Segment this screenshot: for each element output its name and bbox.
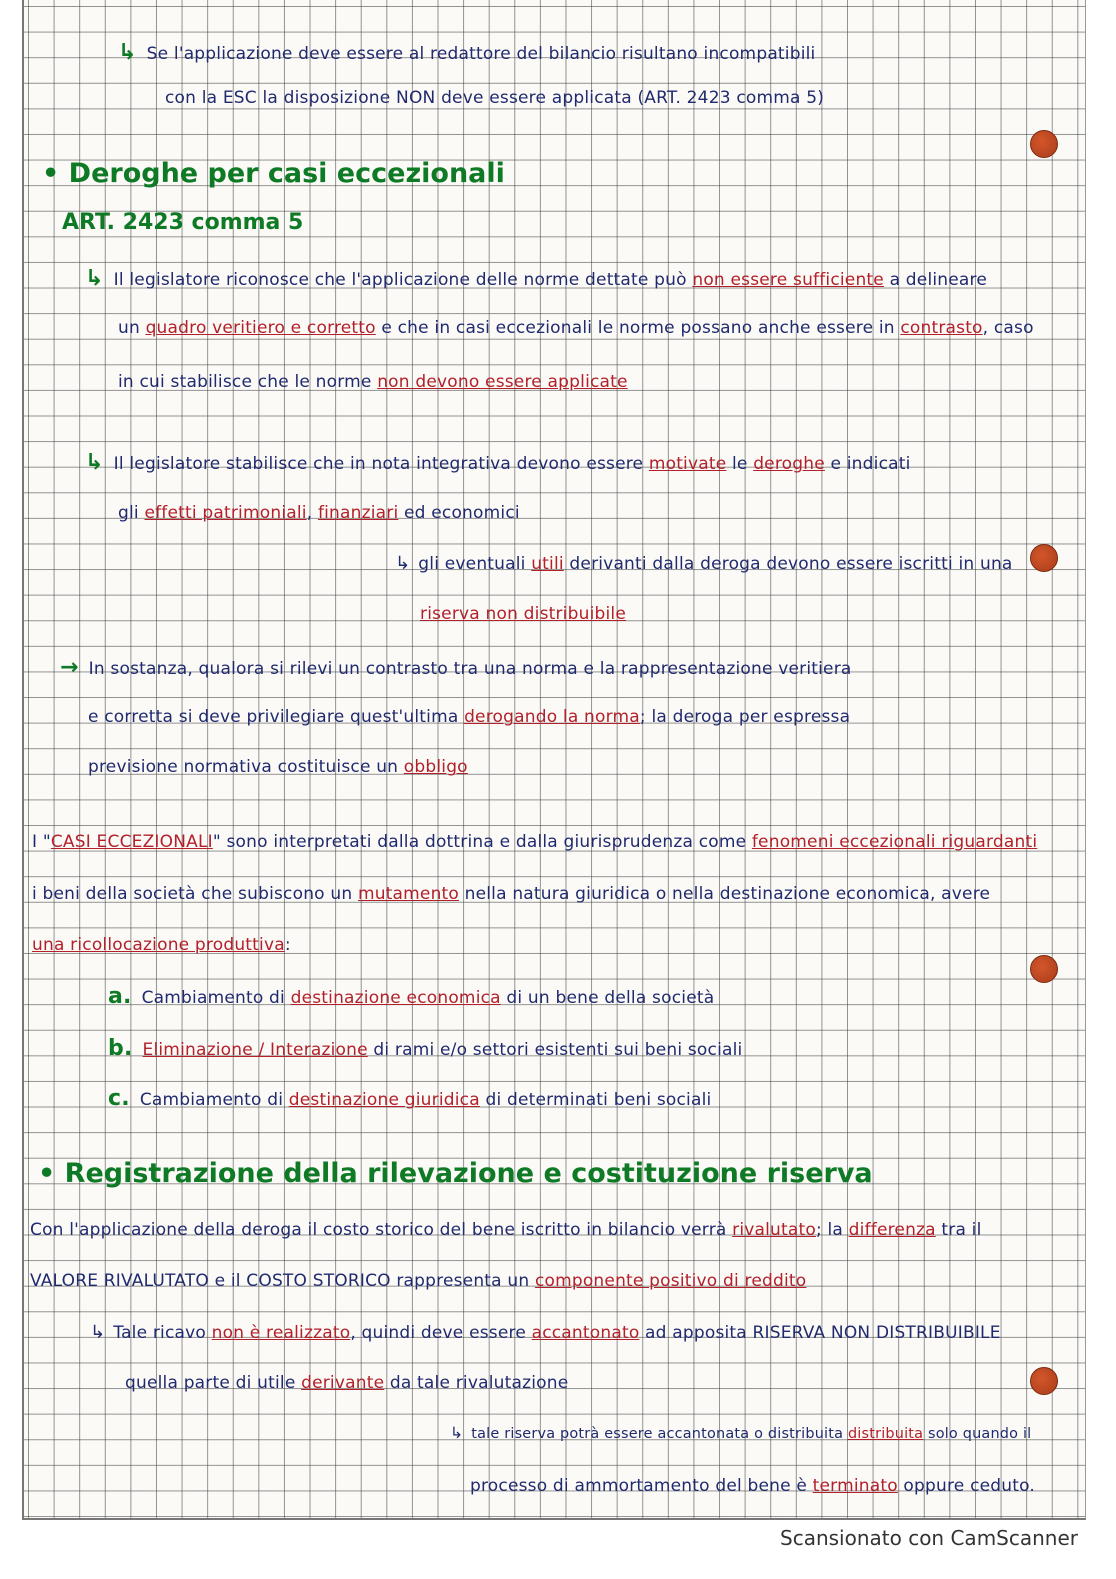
section-heading: • Registrazione della rilevazione e costituzione riserva [38, 1158, 873, 1189]
list-item: a. Cambiamento di destinazione economica di un bene della società [108, 984, 715, 1009]
arrow-right-icon: → [60, 655, 79, 680]
hook-arrow-icon: ↳ [118, 40, 137, 65]
note-line: riserva non distribuibile [420, 604, 626, 624]
note-line: previsione normativa costituisce un obbligo [88, 757, 468, 777]
note-line: ↳ tale riserva potrà essere accantonata o distribuita distribuita solo quando il [450, 1424, 1032, 1442]
note-line: e corretta si deve privilegiare quest'ultima derogando la norma; la deroga per espressa [88, 707, 851, 727]
binder-hole [1030, 544, 1058, 572]
note-line: → In sostanza, qualora si rilevi un contrasto tra una norma e la rappresentazione veritiera [60, 655, 852, 680]
note-line: processo di ammortamento del bene è terminato oppure ceduto. [470, 1476, 1036, 1496]
binder-hole [1030, 1367, 1058, 1395]
note-line: ↳ Se l'applicazione deve essere al redattore del bilancio risultano incompatibili [118, 40, 816, 65]
note-line: gli effetti patrimoniali, finanziari ed economici [118, 503, 520, 523]
list-item: c. Cambiamento di destinazione giuridica di determinati beni sociali [108, 1086, 712, 1111]
hook-arrow-icon: ↳ [85, 450, 104, 475]
note-line: I "CASI ECCEZIONALI" sono interpretati dalla dottrina e dalla giurisprudenza come fenomeni eccezionali riguardanti [32, 832, 1038, 852]
list-item: b. Eliminazione / Interazione di rami e/o settori esistenti sui beni sociali [108, 1036, 743, 1061]
binder-hole [1030, 955, 1058, 983]
note-line: i beni della società che subiscono un mutamento nella natura giuridica o nella destinazione economica, avere [32, 884, 991, 904]
note-line: ↳ gli eventuali utili derivanti dalla deroga devono essere iscritti in una [395, 553, 1013, 574]
binder-hole [1030, 130, 1058, 158]
hook-arrow-icon: ↳ [395, 553, 411, 574]
section-heading: • Deroghe per casi eccezionali [42, 158, 505, 189]
note-line: con la ESC la disposizione NON deve essere applicata (ART. 2423 comma 5) [165, 88, 825, 108]
note-line: un quadro veritiero e corretto e che in casi eccezionali le norme possano anche essere in contrasto, caso [118, 318, 1034, 338]
note-line: quella parte di utile derivante da tale rivalutazione [125, 1373, 569, 1393]
scanner-watermark: Scansionato con CamScanner [780, 1526, 1078, 1550]
note-line: in cui stabilisce che le norme non devono essere applicate [118, 372, 628, 392]
article-reference: ART. 2423 comma 5 [62, 210, 304, 235]
note-line: ↳ Il legislatore stabilisce che in nota integrativa devono essere motivate le deroghe e indicati [85, 450, 911, 475]
hook-arrow-icon: ↳ [85, 266, 104, 291]
hook-arrow-icon: ↳ [90, 1322, 106, 1343]
note-line: VALORE RIVALUTATO e il COSTO STORICO rappresenta un componente positivo di reddito [30, 1271, 807, 1291]
note-line: una ricollocazione produttiva: [32, 935, 291, 955]
note-line: Con l'applicazione della deroga il costo storico del bene iscritto in bilancio verrà rivalutato; la differenza tra il [30, 1220, 982, 1240]
hook-arrow-icon: ↳ [450, 1424, 464, 1442]
note-line: ↳ Tale ricavo non è realizzato, quindi deve essere accantonato ad apposita RISERVA NON DISTRIBUIBILE [90, 1322, 1001, 1343]
note-line: ↳ Il legislatore riconosce che l'applicazione delle norme dettate può non essere sufficiente a delineare [85, 266, 988, 291]
